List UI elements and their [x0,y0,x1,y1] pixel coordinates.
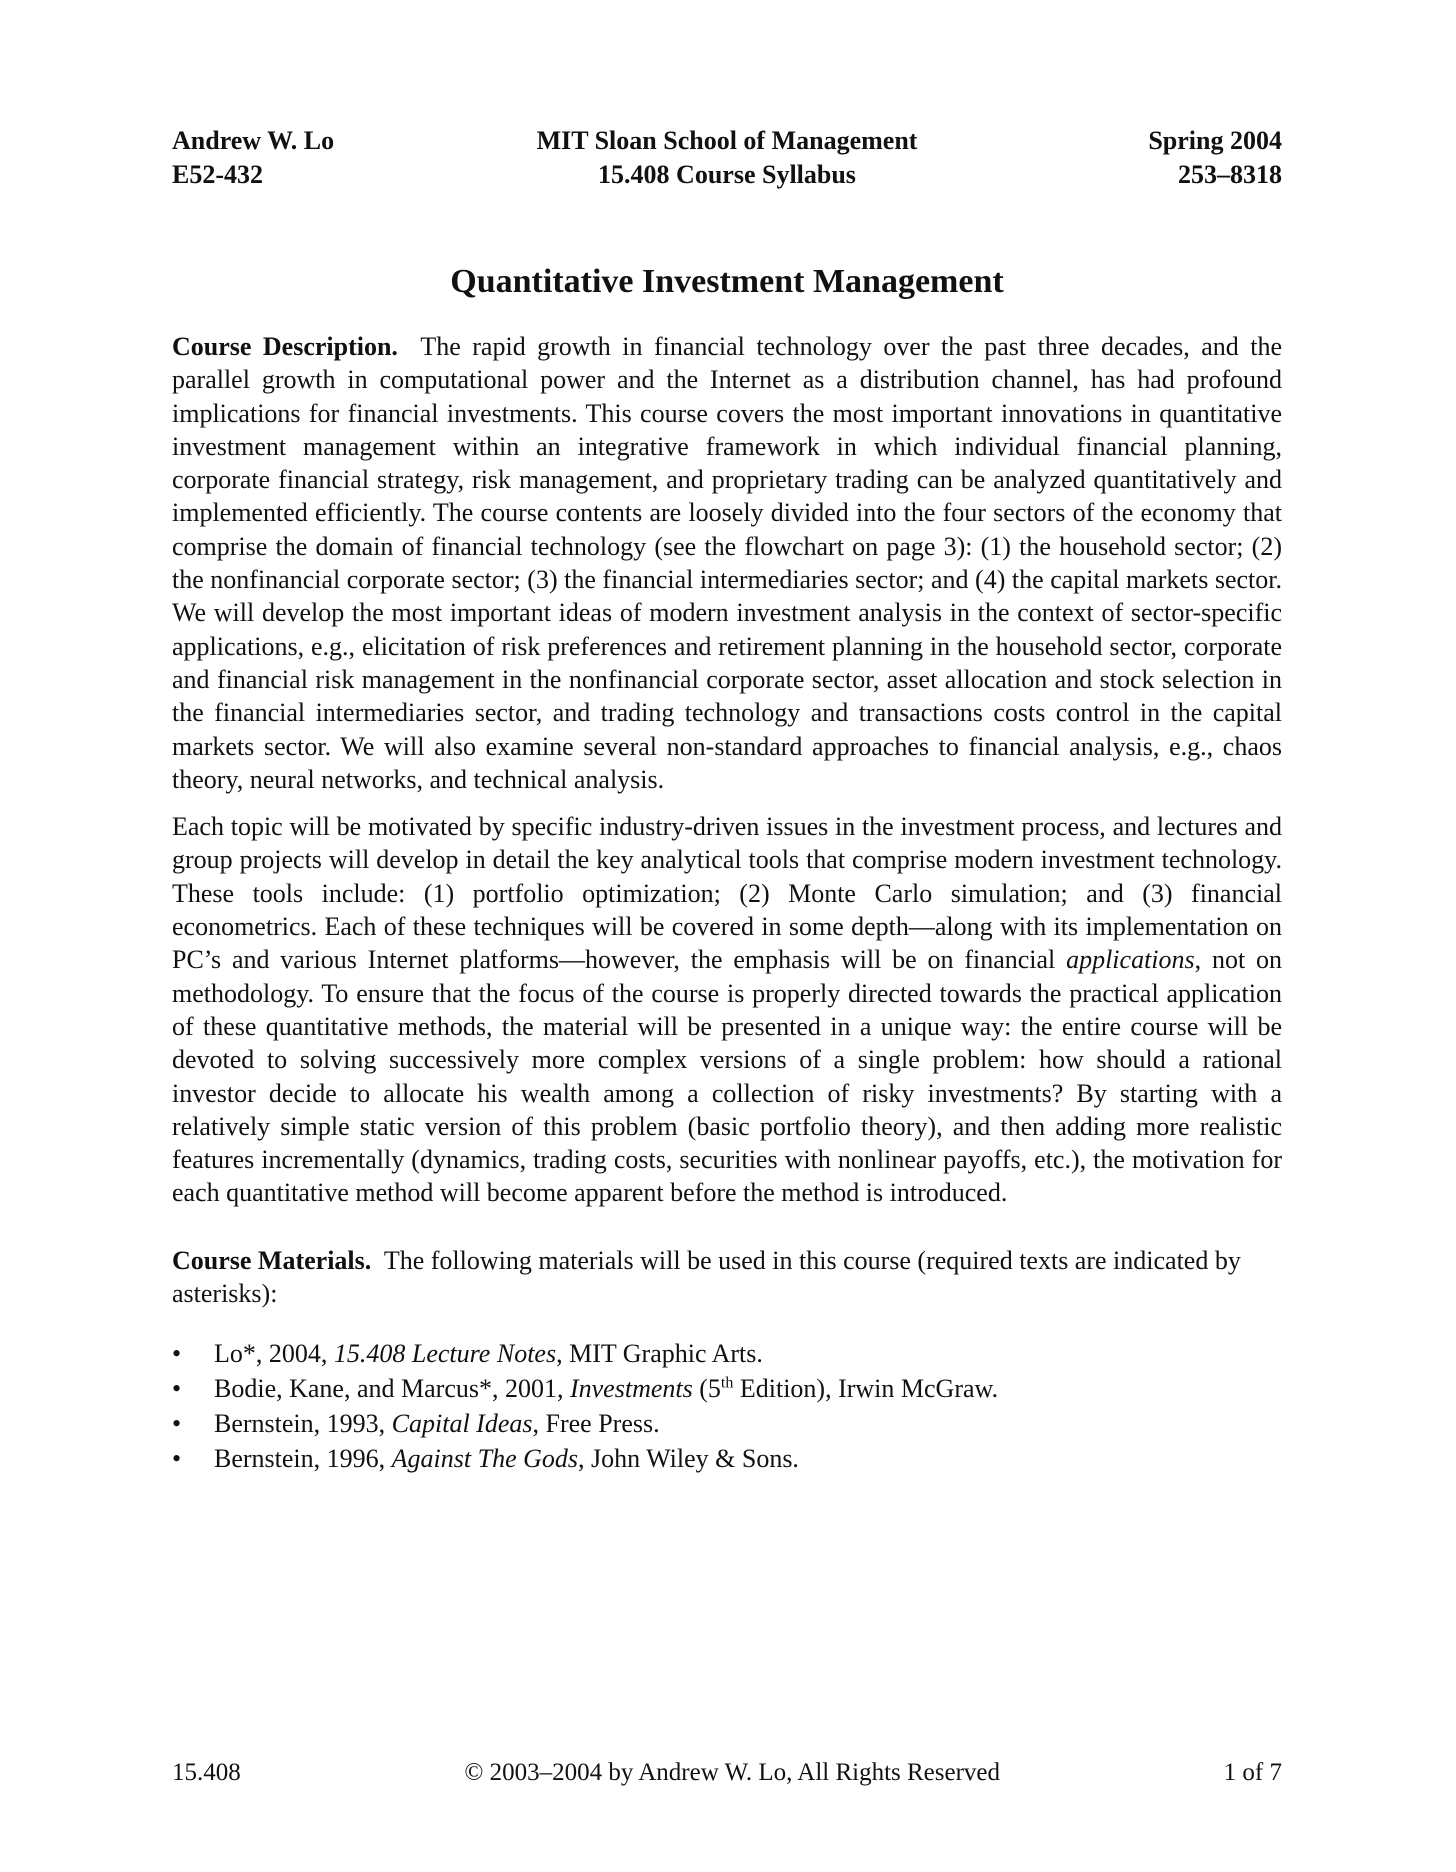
material-title: 15.408 Lecture Notes [333,1339,557,1369]
copyright-notice: © 2003–2004 by Andrew W. Lo, All Rights Reserved [464,1759,1001,1786]
material-title: Capital Ideas [391,1409,533,1439]
course-description-paragraph [172,330,1282,796]
bullet-icon: • [172,1374,182,1404]
author-name: Andrew W. Lo [172,126,335,155]
header-center [537,124,918,192]
bullet-icon: • [172,1444,182,1474]
material-author: Bodie, Kane, and Marcus*, 2001, [214,1374,570,1404]
school-name: MIT Sloan School of Management [536,126,918,155]
course-materials-intro-text: The following materials will be used in this course (required texts are indicated by asterisks): [172,1245,1241,1309]
material-author: Bernstein, 1993, [214,1409,392,1439]
topics-text-start: Each topic will be motivated by specific industry-driven issues in the investment process, and lectures and group projects will develop in detail the key analytical tools that comprise modern investment technology. These tools include: (1) portfolio optimization; (2) Monte Carlo simulation; and (3) financial econometrics. Each of these techniques will be covered in some depth—along with its implementation on PC’s and various Internet platforms—however, the emphasis will be on financial [172,812,1282,975]
course-description-heading: Course Description. [172,332,398,361]
material-author: Lo*, 2004, [214,1339,334,1369]
list-item [172,1441,1282,1476]
syllabus-label: 15.408 Course Syllabus [598,160,856,189]
edition-superscript: th [720,1374,734,1392]
material-title: Investments [569,1374,693,1404]
material-publisher: Edition), Irwin McGraw. [733,1374,999,1404]
course-materials-intro [172,1244,1282,1311]
office-number: E52-432 [172,160,263,189]
material-title: Against The Gods [391,1444,578,1474]
topics-paragraph [172,810,1282,1210]
material-author: Bernstein, 1996, [214,1444,392,1474]
materials-list [172,1336,1282,1476]
course-materials-section [172,1244,1282,1477]
list-item [172,1371,1282,1406]
bullet-icon: • [172,1409,182,1439]
topics-text-end: , not on methodology. To ensure that the focus of the course is properly directed towards the practical application of these quantitative methods, the material will be presented in a unique way: the entire course will be devoted to solving successively more complex versions of a single problem: how should a rational investor decide to allocate his wealth among a collection of risky investments? By starting with a relatively simple static version of this problem (basic portfolio theory), and then adding more realistic features incrementally (dynamics, trading costs, securities with nonlinear payoffs, etc.), the motivation for each quantitative method will become apparent before the method is introduced. [172,945,1282,1208]
list-item [172,1336,1282,1371]
page-number: 1 of 7 [1223,1759,1282,1786]
syllabus-page [172,124,1282,1804]
footer-course-number: 15.408 [172,1759,241,1786]
page-header [172,124,1282,192]
page-footer [172,1758,1282,1788]
bullet-icon: • [172,1339,182,1369]
material-publisher: , Free Press. [532,1409,660,1439]
list-item [172,1406,1282,1441]
header-right [982,124,1282,192]
course-description-text: The rapid growth in financial technology over the past three decades, and the parallel growth in computational power and the Internet as a distribution channel, has had profound implications for financial investments. This course covers the most important innovations in quantitative investment management within an integrative framework in which individual financial planning, corporate financial strategy, risk management, and proprietary trading can be analyzed quantitatively and implemented efficiently. The course contents are loosely divided into the four sectors of the economy that comprise the domain of financial technology (see the flowchart on page 3): (1) the household sector; (2) the nonfinancial corporate sector; (3) the financial intermediaries sector; and (4) the capital markets sector. We will develop the most important ideas of modern investment analysis in the context of sector-specific applications, e.g., elicitation of risk preferences and retirement planning in the household sector, corporate and financial risk management in the nonfinancial corporate sector, asset allocation and stock selection in the financial intermediaries sector, and trading technology and transactions costs control in the capital markets sector. We will also examine several non-standard approaches to financial analysis, e.g., chaos theory, neural networks, and technical analysis. [172,332,1282,794]
material-publisher: , John Wiley & Sons. [578,1444,799,1474]
term: Spring 2004 [1148,126,1282,155]
document-title: Quantitative Investment Management [450,263,1004,300]
material-publisher: , MIT Graphic Arts. [556,1339,763,1369]
applications-emphasis: applications [1066,945,1195,975]
material-edition: (5 [692,1374,721,1404]
phone-number: 253–8318 [1178,160,1282,189]
course-materials-heading: Course Materials. [172,1245,372,1275]
header-left [172,124,472,192]
